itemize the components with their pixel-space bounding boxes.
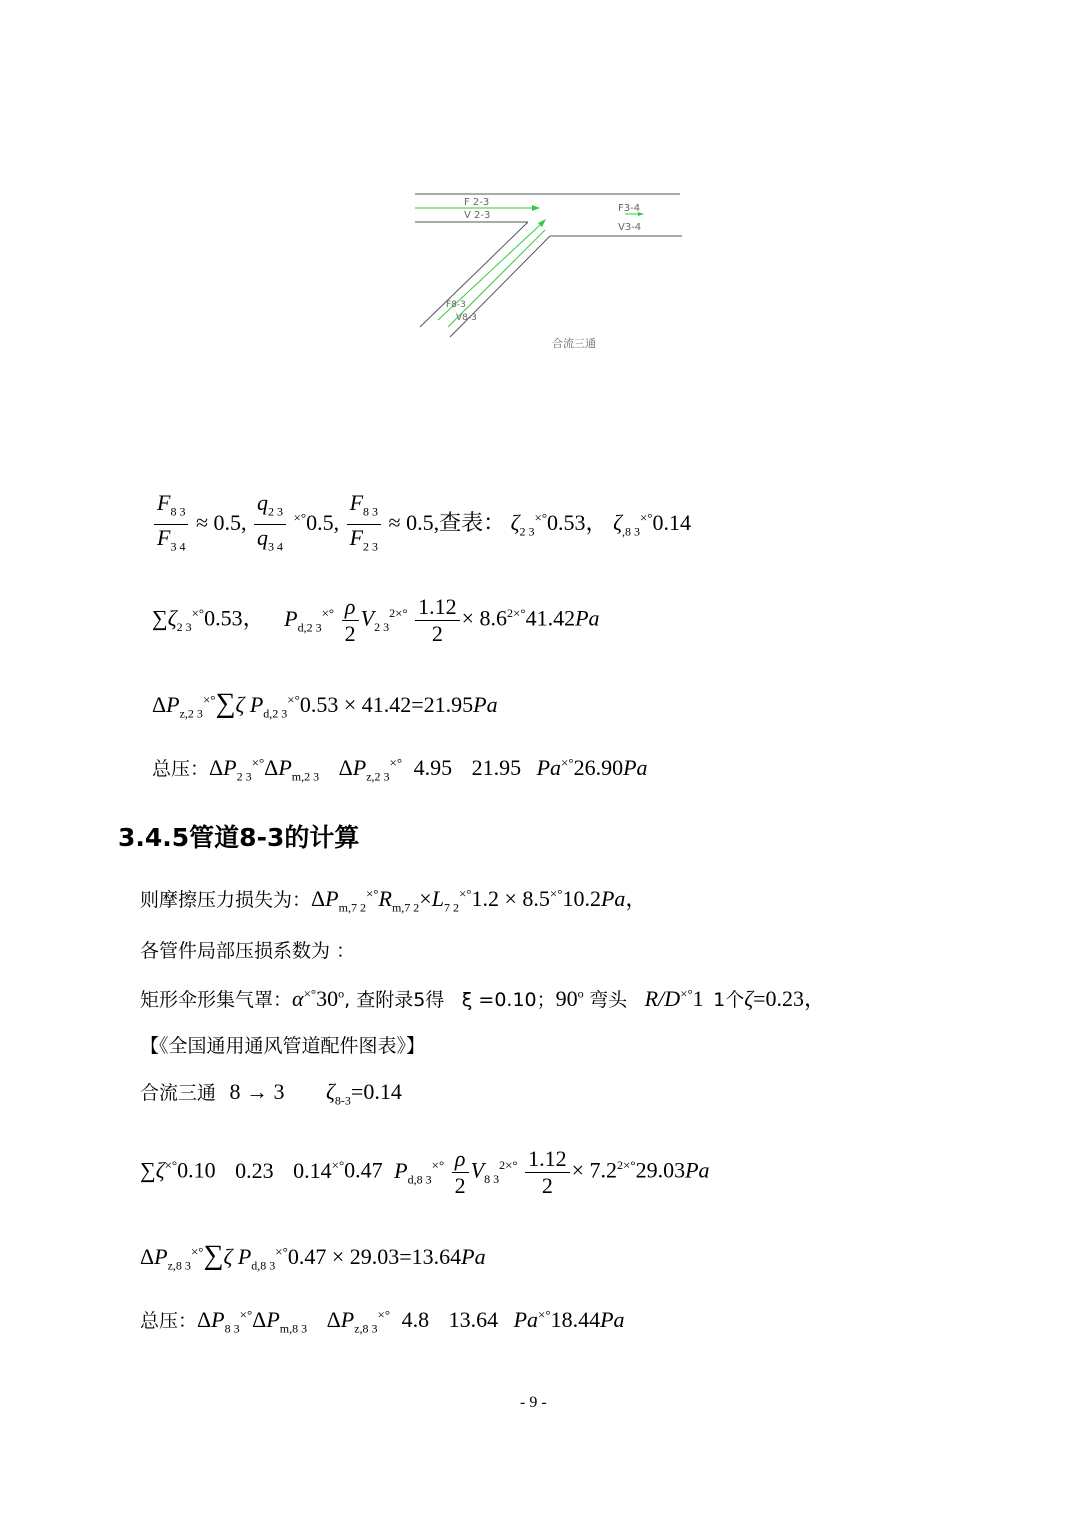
rho-b: ρ: [454, 1146, 466, 1171]
fraction-q23-q34: [254, 490, 286, 560]
pd-result: 41.42: [525, 605, 576, 631]
tee-diagram: [410, 185, 690, 360]
multiplier-b: × 7.2: [571, 1157, 618, 1183]
fraction-rho-2: [342, 594, 359, 647]
total-unit-83a: Pa: [513, 1307, 539, 1332]
diagram-caption: 合流三通: [552, 337, 596, 350]
mul-square: 2: [507, 606, 514, 621]
label-v83: V8-3: [456, 313, 477, 323]
friction-value-83: 4.8: [401, 1307, 430, 1332]
f3-den: F: [349, 525, 364, 551]
label-f83: F8-3: [446, 300, 466, 310]
fraction-f83-f23: [347, 490, 381, 560]
tee-flow: 8 → 3: [229, 1079, 285, 1104]
tee-label: 合流三通: [140, 1082, 217, 1104]
page-number: - 9 -: [520, 1394, 547, 1411]
equation-total-23: 总压：$\Delta P_{2 3}^{\times^\circ}\Delta P_{m,2 3}$ $\Delta P_{z,2 3}^{\times^\circ}$ 4.95 21.95 Pa×°26.90Pa: [152, 755, 648, 784]
local-value-83: 13.64: [448, 1307, 499, 1332]
friction-l-sub: 7 2: [443, 900, 459, 915]
f1-den-sub: 3 4: [170, 539, 186, 554]
dpz83-sub: z,8 3: [167, 1258, 191, 1273]
f2-num-sub: 2 3: [268, 504, 284, 519]
total-unit-a: Pa: [536, 755, 562, 780]
equation-dynamic-pressure-83: ∑ζ×°0.10 0.23 0.14×°0.47 $P_{d,8 3}^{\times^\circ}$ $\frac{\rho}{2}$ $V_{8 3}^{2\times^\circ}$ $\frac{1.12}{2}$ × $7.2^{2\times^\circ}29.03Pa$: [140, 1146, 710, 1198]
total-label-23: 总压：: [152, 758, 210, 780]
label-f23: F 2-3: [464, 197, 490, 208]
mul-square-b: 2: [617, 1158, 624, 1173]
zeta2-value: 0.14: [652, 509, 691, 535]
section-heading: 3.4.5管道8-3的计算: [118, 823, 360, 852]
label-v23: V 2-3: [464, 210, 491, 221]
pd83-sub-6: d,8 3: [251, 1258, 276, 1273]
local-loss-result: 0.53 × 41.42=21.95: [299, 692, 474, 717]
dpz83-sub-7: z,8 3: [354, 1321, 378, 1336]
total-unit-83b: Pa: [600, 1307, 625, 1332]
dpz-sub-4: z,2 3: [366, 769, 390, 784]
flow-arrowhead-23: [532, 205, 540, 211]
zeta2-sub: ,8 3: [621, 524, 640, 539]
pd83-unit: Pa: [685, 1157, 710, 1183]
hood-angle: 30: [316, 986, 339, 1011]
pd-sub-3: d,2 3: [263, 706, 288, 721]
coef-a: 0.10: [177, 1157, 216, 1183]
f2-num: q: [257, 490, 269, 515]
label-f34: F3-4: [618, 203, 641, 214]
f1-num: F: [157, 490, 171, 515]
xi-value: ξ =0.10；: [461, 989, 556, 1011]
rho-den-b: 2: [454, 1173, 466, 1198]
elbow-zeta: ζ: [744, 986, 754, 1011]
friction-result: 10.2: [562, 886, 601, 911]
rho-den: 2: [344, 621, 356, 646]
frac-num: 1.12: [415, 594, 460, 621]
pd83-result: 29.03: [635, 1157, 686, 1183]
equation-local-loss-83: $\Delta P_{z,8 3}^{\times^\circ}\sum\zeta$ $P_{d,8 3}^{\times^\circ}0.47 \times 29.03=13.64Pa$: [140, 1240, 486, 1273]
rd-ratio: R/D: [644, 986, 681, 1011]
coef-b: 0.23: [235, 1157, 274, 1183]
frac-den-b: 2: [541, 1173, 553, 1198]
coefficient-label: 各管件局部压损系数为 ：: [140, 940, 356, 962]
friction-line: 则摩擦压力损失为：$\Delta P_{m,7 2}^{\times^\circ}R_{m,7 2}\times L_{7 2}^{\times^\circ}1.2 \times 8.5^{\times^\circ}10.2Pa$，: [140, 886, 648, 915]
multiplier: × 8.6: [461, 605, 508, 631]
elbow-label: 弯头: [589, 989, 628, 1011]
rho: ρ: [344, 594, 356, 619]
sum-sub: 2 3: [176, 619, 192, 634]
coef-c: 0.14: [293, 1157, 332, 1183]
f1-num-sub: 8 3: [170, 504, 186, 519]
local-loss-83-unit: Pa: [461, 1244, 486, 1269]
elbow-zeta-value: =0.23，: [753, 986, 827, 1011]
local-loss-83-result: 0.47 × 29.03=13.64: [287, 1244, 462, 1269]
equation-dynamic-pressure-23: $\sum\zeta_{2 3}^{\times^\circ}0.53$， $P_{d,2 3}^{\times^\circ}$ $\frac{\rho}{2}$ $V_{2 3}^{2\times^\circ}$ $\frac{1.12}{2}$ × $8.6^{2\times^\circ}41.42Pa$: [152, 594, 600, 646]
lookup-label: 查表：: [439, 510, 506, 536]
v83-sub: 8 3: [484, 1171, 500, 1186]
total-result-23: 26.90: [573, 755, 624, 780]
fraction-112-2-b: [525, 1146, 570, 1199]
f2-den: q: [257, 525, 269, 551]
tee-zeta-value: =0.14: [350, 1079, 402, 1104]
reference-note: 【《全国通用通风管道配件图表》】: [140, 1035, 426, 1057]
alpha: α: [292, 986, 304, 1011]
ninety-degree: o: [577, 986, 584, 1001]
dpm-sub: m,2 3: [291, 769, 320, 784]
dp83-sub: 8 3: [224, 1321, 240, 1336]
friction-dpm-sub: m,7 2: [338, 900, 366, 915]
tee-line: 合流三通 8 → 3 $\zeta_{8-3}=0.14$: [140, 1079, 402, 1108]
elbow-count: 1个: [713, 989, 745, 1011]
hood-rest: , 查附录5得: [344, 989, 445, 1011]
ninety: 90: [555, 986, 578, 1011]
total-result-83: 18.44: [550, 1307, 601, 1332]
local-value: 21.95: [471, 755, 522, 780]
equation-ratios: $\frac{F_{8 3}}{F_{3 4}}$ ≈ 0.5, $\frac{q_{2 3}}{q_{3 4}}$ ×°0.5, $\frac{F_{8 3}}{F_{2 3}}$ ≈ 0.5,查表： $\zeta_{2 3}^{\times^\circ}0.53$， $\zeta_{,8 3}^{\times^\circ}0.14$: [152, 490, 691, 560]
dpm83-sub: m,8 3: [279, 1321, 308, 1336]
v83-square: 2: [499, 1158, 506, 1173]
hood-degree: o: [338, 986, 345, 1001]
approx-1: ≈ 0.5,: [195, 509, 247, 535]
dpz-sub: z,2 3: [179, 706, 203, 721]
f2-den-sub: 3 4: [268, 539, 284, 554]
sum-value: 0.53，: [204, 605, 265, 631]
pd-sub: d,2 3: [297, 619, 322, 634]
total-unit-b: Pa: [623, 755, 648, 780]
f3-num-sub: 8 3: [363, 504, 379, 519]
frac-den: 2: [431, 621, 443, 646]
f1-den: F: [157, 525, 171, 551]
total-label-83: 总压：: [140, 1310, 198, 1332]
hood-label: 矩形伞形集气罩：: [140, 989, 293, 1011]
mid-value: 0.5,: [306, 509, 340, 535]
v-sub: 2 3: [374, 619, 390, 634]
equation-total-83: 总压：$\Delta P_{8 3}^{\times^\circ}\Delta P_{m,8 3}$ $\Delta P_{z,8 3}^{\times^\circ}$ 4.8 13.64 Pa×°18.44Pa: [140, 1307, 625, 1336]
zeta1-value: 0.53，: [547, 509, 608, 535]
coef-sum: 0.47: [344, 1157, 383, 1183]
zeta1-sub: 2 3: [519, 524, 535, 539]
pd83-sub: d,8 3: [407, 1171, 432, 1186]
f3-den-sub: 2 3: [363, 539, 379, 554]
rd-value: 1: [692, 986, 704, 1011]
fraction-rho-2-b: [452, 1146, 469, 1199]
label-v34: V3-4: [618, 222, 642, 233]
fraction-f83-f34: [154, 490, 188, 560]
friction-value: 4.95: [413, 755, 453, 780]
f3-num: F: [349, 490, 364, 515]
v-square: 2: [389, 606, 396, 621]
equation-local-loss-23: $\Delta P_{z,2 3}^{\times^\circ}\sum\zeta$ $P_{d,2 3}^{\times^\circ}0.53 \times 41.42=21.95Pa$: [152, 688, 498, 721]
hood-line: 矩形伞形集气罩：α×°30$^o$, 查附录5得 ξ =0.10；90$^o$ 弯头 R/D×°1 1个ζ=0.23，: [140, 986, 827, 1011]
friction-expr: 1.2 × 8.5: [471, 886, 550, 911]
friction-rm-sub: m,7 2: [391, 900, 420, 915]
friction-unit: Pa: [600, 886, 626, 911]
pd-unit: Pa: [575, 605, 600, 631]
approx-3: ≈ 0.5,: [388, 509, 440, 535]
tee-zeta-sub: 8-3: [334, 1093, 351, 1108]
fraction-112-2: [415, 594, 460, 647]
tee-diagram-svg: [410, 185, 690, 360]
friction-tail: ，: [625, 886, 648, 911]
dp-sub: 2 3: [236, 769, 252, 784]
friction-label: 则摩擦压力损失为：: [140, 889, 312, 911]
frac-num-b: 1.12: [525, 1146, 570, 1173]
local-loss-unit: Pa: [473, 692, 498, 717]
